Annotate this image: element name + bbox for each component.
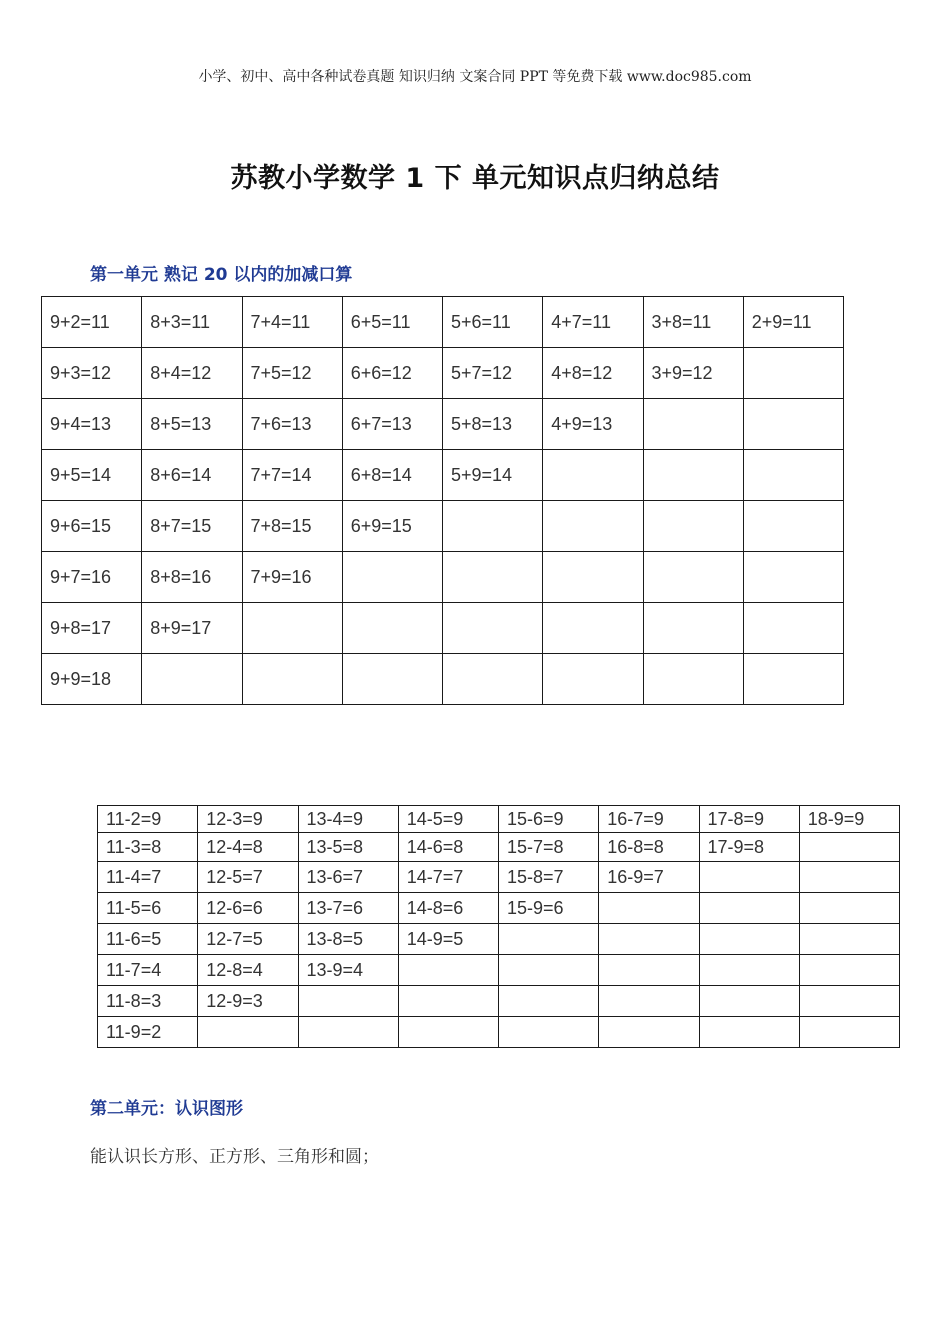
table-cell: 12-7=5 (198, 924, 298, 955)
table-cell: 13-7=6 (298, 893, 398, 924)
table-cell: 13-4=9 (298, 806, 398, 833)
table-cell (643, 603, 743, 654)
table-cell (743, 654, 843, 705)
table-cell: 12-8=4 (198, 955, 298, 986)
table-cell: 14-9=5 (398, 924, 498, 955)
table-cell: 7+6=13 (242, 399, 342, 450)
unit1-heading: 第一单元 熟记 20 以内的加减口算 (90, 265, 353, 285)
table-cell (699, 955, 799, 986)
table-cell (643, 552, 743, 603)
table-cell (799, 924, 899, 955)
table-cell (643, 654, 743, 705)
table-cell: 9+3=12 (42, 348, 142, 399)
table-cell (799, 1017, 899, 1048)
table-row (98, 833, 900, 862)
table-cell: 9+2=11 (42, 297, 142, 348)
table-cell: 8+9=17 (142, 603, 242, 654)
table-cell (543, 654, 643, 705)
table-cell: 13-8=5 (298, 924, 398, 955)
table-cell: 5+8=13 (443, 399, 543, 450)
table-cell (599, 893, 699, 924)
table-cell: 12-5=7 (198, 862, 298, 893)
table-cell: 17-8=9 (699, 806, 799, 833)
table-cell (342, 552, 442, 603)
table-cell (142, 654, 242, 705)
table-cell: 4+7=11 (543, 297, 643, 348)
table-row (42, 501, 844, 552)
table-row (42, 450, 844, 501)
table-cell: 4+9=13 (543, 399, 643, 450)
table-row (42, 348, 844, 399)
table-cell: 7+8=15 (242, 501, 342, 552)
table-row (98, 862, 900, 893)
table-cell (342, 603, 442, 654)
table-cell: 15-6=9 (499, 806, 599, 833)
table-cell (599, 924, 699, 955)
table-row (42, 297, 844, 348)
table-cell (398, 1017, 498, 1048)
table-cell: 16-9=7 (599, 862, 699, 893)
table-cell (198, 1017, 298, 1048)
page-header: 小学、初中、高中各种试卷真题 知识归纳 文案合同 PPT 等免费下载 www.doc985.com (198, 69, 752, 85)
table-cell (599, 986, 699, 1017)
table-cell: 11-5=6 (98, 893, 198, 924)
table-cell: 9+4=13 (42, 399, 142, 450)
table-cell: 16-8=8 (599, 833, 699, 862)
table-cell: 12-9=3 (198, 986, 298, 1017)
table-cell: 9+7=16 (42, 552, 142, 603)
unit2-heading: 第二单元：认识图形 (90, 1099, 243, 1119)
table-cell: 12-3=9 (198, 806, 298, 833)
table-cell (699, 1017, 799, 1048)
table-cell: 5+6=11 (443, 297, 543, 348)
table-cell (443, 603, 543, 654)
table-row (42, 552, 844, 603)
table-cell (499, 986, 599, 1017)
table-cell: 14-7=7 (398, 862, 498, 893)
table-cell (599, 1017, 699, 1048)
table-cell (643, 399, 743, 450)
table-cell: 12-6=6 (198, 893, 298, 924)
table-cell (398, 955, 498, 986)
table-cell: 8+5=13 (142, 399, 242, 450)
table-cell (242, 654, 342, 705)
table-cell: 15-9=6 (499, 893, 599, 924)
table-cell: 11-9=2 (98, 1017, 198, 1048)
addition-table (41, 296, 844, 705)
table-cell: 7+7=14 (242, 450, 342, 501)
table-cell (443, 654, 543, 705)
table-row (42, 399, 844, 450)
table-cell (499, 1017, 599, 1048)
table-row (98, 806, 900, 833)
table-cell (499, 924, 599, 955)
table-cell: 8+8=16 (142, 552, 242, 603)
table-cell (699, 986, 799, 1017)
table-cell: 6+6=12 (342, 348, 442, 399)
table-cell (398, 986, 498, 1017)
table-cell: 11-6=5 (98, 924, 198, 955)
table-cell (699, 862, 799, 893)
table-cell: 12-4=8 (198, 833, 298, 862)
table-cell (743, 348, 843, 399)
table-cell (799, 893, 899, 924)
table-cell: 8+4=12 (142, 348, 242, 399)
table-cell: 17-9=8 (699, 833, 799, 862)
table-cell: 11-3=8 (98, 833, 198, 862)
table-cell: 9+6=15 (42, 501, 142, 552)
table-row (98, 1017, 900, 1048)
table-cell: 11-8=3 (98, 986, 198, 1017)
table-cell: 8+7=15 (142, 501, 242, 552)
table-cell (342, 654, 442, 705)
table-cell (743, 399, 843, 450)
table-cell: 14-5=9 (398, 806, 498, 833)
table-cell: 6+8=14 (342, 450, 442, 501)
table-cell: 18-9=9 (799, 806, 899, 833)
table-cell: 7+9=16 (242, 552, 342, 603)
table-cell: 5+9=14 (443, 450, 543, 501)
table-cell (743, 501, 843, 552)
table-cell (543, 552, 643, 603)
table-cell (298, 986, 398, 1017)
table-cell: 6+5=11 (342, 297, 442, 348)
table-cell: 11-4=7 (98, 862, 198, 893)
table-cell: 9+5=14 (42, 450, 142, 501)
table-cell (543, 603, 643, 654)
table-row (98, 955, 900, 986)
table-cell: 8+3=11 (142, 297, 242, 348)
table-row (98, 924, 900, 955)
table-row (98, 893, 900, 924)
table-cell: 9+8=17 (42, 603, 142, 654)
table-cell: 13-6=7 (298, 862, 398, 893)
table-cell: 3+9=12 (643, 348, 743, 399)
table-cell: 9+9=18 (42, 654, 142, 705)
table-cell: 8+6=14 (142, 450, 242, 501)
table-cell: 11-7=4 (98, 955, 198, 986)
table-cell (643, 450, 743, 501)
table-cell (643, 501, 743, 552)
table-cell: 6+7=13 (342, 399, 442, 450)
table-cell (543, 450, 643, 501)
table-cell (699, 893, 799, 924)
table-cell: 6+9=15 (342, 501, 442, 552)
table-cell (743, 450, 843, 501)
table-cell (543, 501, 643, 552)
table-cell (443, 552, 543, 603)
table-cell: 15-7=8 (499, 833, 599, 862)
table-cell: 14-8=6 (398, 893, 498, 924)
table-cell (699, 924, 799, 955)
table-cell: 13-9=4 (298, 955, 398, 986)
table-cell (242, 603, 342, 654)
table-cell: 2+9=11 (743, 297, 843, 348)
table-cell: 11-2=9 (98, 806, 198, 833)
table-cell (499, 955, 599, 986)
table-cell (799, 955, 899, 986)
table-cell: 3+8=11 (643, 297, 743, 348)
table-cell (799, 862, 899, 893)
table-cell: 14-6=8 (398, 833, 498, 862)
subtraction-table (97, 805, 900, 1048)
table-cell: 4+8=12 (543, 348, 643, 399)
table-cell: 7+5=12 (242, 348, 342, 399)
page-title: 苏教小学数学 1 下 单元知识点归纳总结 (230, 163, 720, 194)
table-row (98, 986, 900, 1017)
unit2-text: 能认识长方形、正方形、三角形和圆； (90, 1147, 379, 1167)
table-cell (743, 603, 843, 654)
table-cell (298, 1017, 398, 1048)
table-cell: 15-8=7 (499, 862, 599, 893)
table-cell (799, 833, 899, 862)
table-cell (799, 986, 899, 1017)
table-row (42, 654, 844, 705)
table-row (42, 603, 844, 654)
table-cell (599, 955, 699, 986)
table-cell (443, 501, 543, 552)
table-cell: 7+4=11 (242, 297, 342, 348)
table-cell: 16-7=9 (599, 806, 699, 833)
table-cell: 13-5=8 (298, 833, 398, 862)
table-cell (743, 552, 843, 603)
table-cell: 5+7=12 (443, 348, 543, 399)
